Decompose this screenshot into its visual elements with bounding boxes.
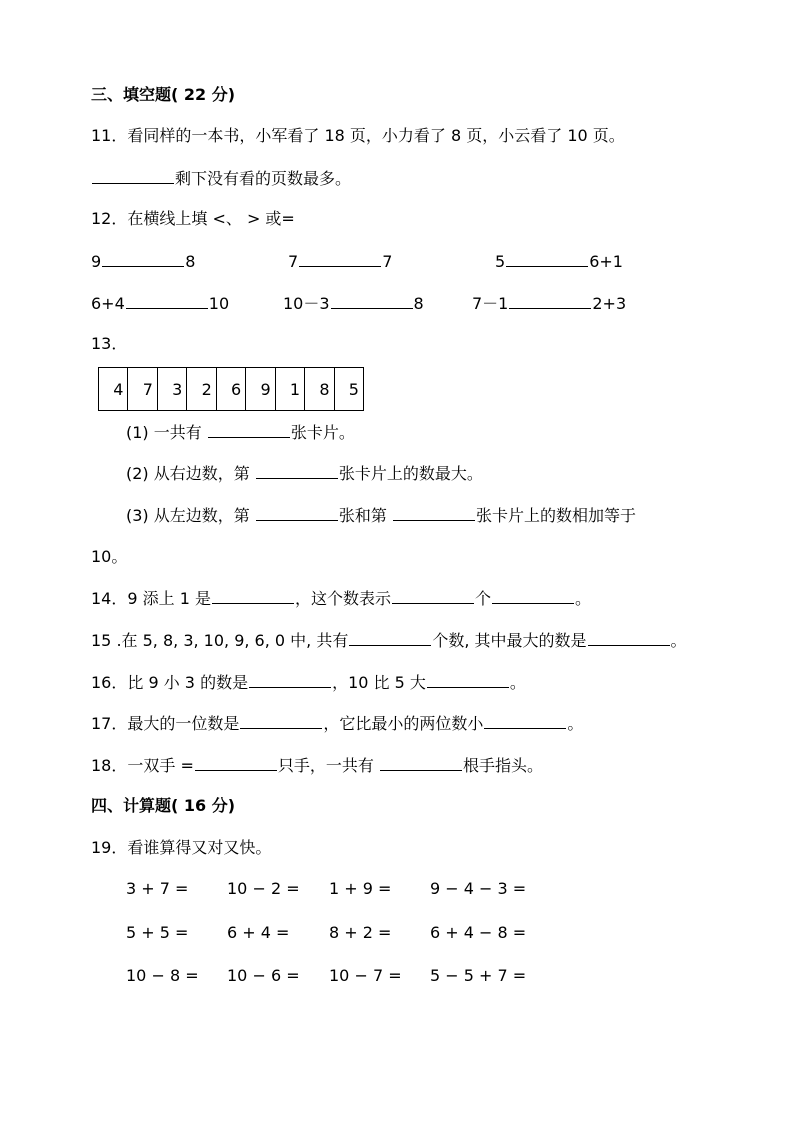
- number-cards: [98, 367, 364, 411]
- answer-blank[interactable]: [380, 754, 462, 771]
- answer-blank[interactable]: [509, 292, 591, 309]
- q-text: ，这个数表示: [294, 589, 391, 608]
- q-text: 根手指头。: [462, 756, 543, 775]
- q-text: 个: [475, 589, 492, 608]
- answer-blank[interactable]: [256, 504, 338, 521]
- question-16: [91, 671, 526, 694]
- number-card: 7: [128, 368, 157, 410]
- section-3-title: 三、填空题( 22 分): [91, 85, 236, 104]
- compare-right: 10: [208, 294, 230, 313]
- number-card: 5: [335, 368, 364, 410]
- calc-item: 10 − 7 =: [329, 966, 402, 985]
- q-text: 个数, 其中最大的数是: [432, 631, 587, 650]
- question-13-part-1: [126, 421, 355, 444]
- number-card: 2: [187, 368, 216, 410]
- compare-left: 7: [288, 252, 299, 271]
- question-13-label: 13．: [91, 334, 128, 353]
- calc-item: 6 + 4 =: [227, 923, 290, 942]
- part-text: 张和第: [338, 506, 387, 525]
- number-card: 1: [276, 368, 305, 410]
- compare-item: [91, 292, 229, 315]
- question-12: 12．在横线上填 <、 > 或=: [91, 209, 295, 228]
- answer-blank[interactable]: [588, 629, 670, 646]
- answer-blank[interactable]: [208, 421, 290, 438]
- compare-right: 7: [382, 252, 393, 271]
- question-11-answer-line: [91, 167, 351, 190]
- compare-left: 6+4: [91, 294, 125, 313]
- compare-right: 8: [413, 294, 424, 313]
- answer-blank[interactable]: [240, 712, 322, 729]
- question-14: [91, 587, 591, 610]
- compare-item: [495, 250, 623, 273]
- question-13-part-3-cont: 10。: [91, 547, 128, 566]
- calc-item: 10 − 2 =: [227, 879, 300, 898]
- part-text: (1) 一共有: [126, 423, 202, 442]
- q-text: 。: [509, 673, 526, 692]
- question-13-part-2: [126, 462, 483, 485]
- answer-blank[interactable]: [195, 754, 277, 771]
- number-card: 9: [246, 368, 275, 410]
- part-text: (3) 从左边数，第: [126, 506, 250, 525]
- part-text: 张卡片上的数最大。: [338, 464, 483, 483]
- compare-right: 8: [185, 252, 196, 271]
- compare-left: 10－3: [283, 294, 330, 313]
- compare-item: [472, 292, 626, 315]
- question-13-part-3: [126, 504, 636, 527]
- question-19: 19．看谁算得又对又快。: [91, 838, 272, 857]
- answer-blank[interactable]: [427, 671, 509, 688]
- compare-item: [283, 292, 424, 315]
- answer-blank[interactable]: [256, 462, 338, 479]
- q-text: 。: [567, 714, 584, 733]
- calc-item: 10 − 6 =: [227, 966, 300, 985]
- q-text: 16．比 9 小 3 的数是: [91, 673, 249, 692]
- q-text: 。: [575, 589, 592, 608]
- part-text: 张卡片。: [290, 423, 355, 442]
- section-4-title: 四、计算题( 16 分): [91, 796, 236, 815]
- part-text: 张卡片上的数相加等于: [475, 506, 636, 525]
- answer-blank[interactable]: [393, 504, 475, 521]
- q-text: ，10 比 5 大: [332, 673, 426, 692]
- answer-blank[interactable]: [484, 712, 566, 729]
- calc-item: 5 − 5 + 7 =: [430, 966, 527, 985]
- compare-left: 7－1: [472, 294, 509, 313]
- number-card: 4: [99, 368, 128, 410]
- calc-item: 3 + 7 =: [126, 879, 189, 898]
- q-text: 。: [670, 631, 687, 650]
- question-11-tail: 剩下没有看的页数最多。: [175, 169, 352, 188]
- calc-item: 8 + 2 =: [329, 923, 392, 942]
- question-17: [91, 712, 583, 735]
- compare-left: 9: [91, 252, 102, 271]
- number-card: 3: [158, 368, 187, 410]
- compare-left: 5: [495, 252, 506, 271]
- answer-blank[interactable]: [212, 587, 294, 604]
- q-text: 18．一双手 =: [91, 756, 194, 775]
- answer-blank[interactable]: [331, 292, 413, 309]
- answer-blank[interactable]: [392, 587, 474, 604]
- q-text: ，它比最小的两位数小: [323, 714, 484, 733]
- calc-item: 6 + 4 − 8 =: [430, 923, 527, 942]
- question-15: [91, 629, 687, 652]
- answer-blank[interactable]: [506, 250, 588, 267]
- number-card: 8: [305, 368, 334, 410]
- question-11: 11．看同样的一本书，小军看了 18 页，小力看了 8 页，小云看了 10 页。: [91, 126, 625, 145]
- part-text: (2) 从右边数，第: [126, 464, 250, 483]
- q-text: 只手，一共有: [277, 756, 374, 775]
- compare-right: 2+3: [592, 294, 627, 313]
- answer-blank[interactable]: [92, 167, 174, 184]
- q-text: 17．最大的一位数是: [91, 714, 240, 733]
- compare-item: [91, 250, 195, 273]
- number-card: 6: [217, 368, 246, 410]
- calc-item: 5 + 5 =: [126, 923, 189, 942]
- question-18: [91, 754, 543, 777]
- answer-blank[interactable]: [349, 629, 431, 646]
- compare-right: 6+1: [589, 252, 623, 271]
- compare-item: [288, 250, 392, 273]
- q-text: 15 .在 5, 8, 3, 10, 9, 6, 0 中, 共有: [91, 631, 349, 650]
- calc-item: 10 − 8 =: [126, 966, 199, 985]
- answer-blank[interactable]: [492, 587, 574, 604]
- calc-item: 1 + 9 =: [329, 879, 392, 898]
- answer-blank[interactable]: [249, 671, 331, 688]
- q-text: 14．9 添上 1 是: [91, 589, 211, 608]
- answer-blank[interactable]: [126, 292, 208, 309]
- answer-blank[interactable]: [299, 250, 381, 267]
- calc-item: 9 − 4 − 3 =: [430, 879, 527, 898]
- answer-blank[interactable]: [102, 250, 184, 267]
